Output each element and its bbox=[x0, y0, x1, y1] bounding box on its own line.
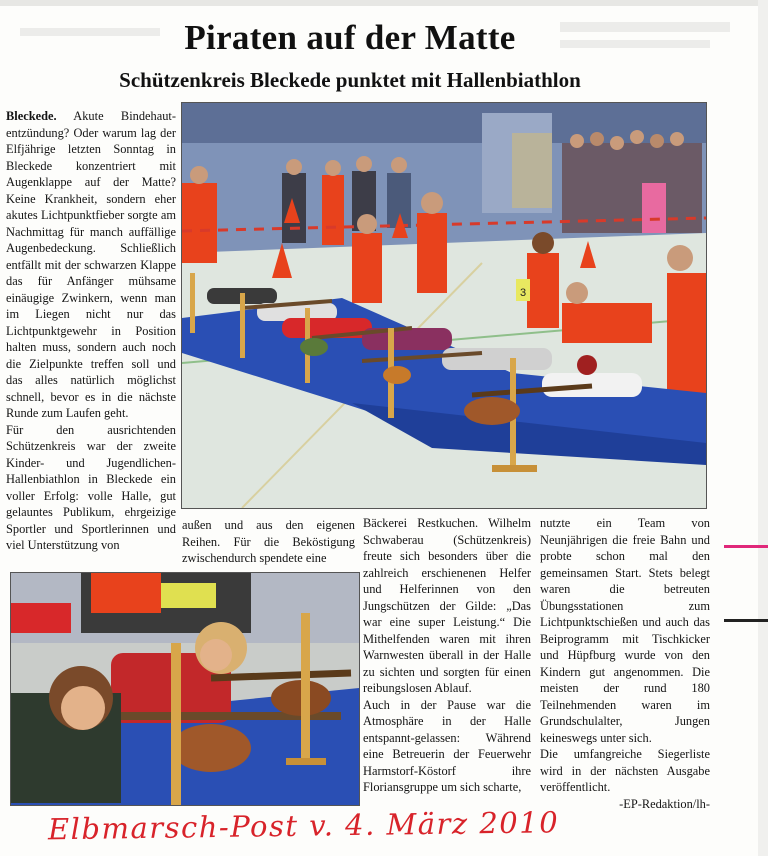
paragraph-text: außen und aus den eigenen Reihen. Für die Beköstigung zwischendurch spendete eine bbox=[182, 518, 355, 565]
paragraph-text: Akute Bindehautentzündung? Oder warum lag der Elfjährige letzten Sonntag in Bleckede konzentriert mit Augenklappe auf der Matte? Keine Krankheit, sondern eher akutes Lichtpunktfieber sorgte am Nachmittag für manch auffällige Augenbedeckung. Schließlich entfällt mit der schwarzen Klappe das für Anfänger mühsame einäugige Zwinkern, wenn man im Liegen nicht nur das Lichtpunktgewehr in Position halten muss, sondern auch noch die Zielpunkte treffen soll und das alles natürlich möglichst schnell, bevor es in die nächste Runde zum Laufen geht. bbox=[6, 109, 176, 420]
text-column-4 bbox=[540, 515, 710, 812]
paragraph-text: nutzte ein Team von Neunjährigen die freie Bahn und probte schon mal den gemeinsamen Start. Stets belegt waren die betreuten Übungsstationen zum Lichtpunktschießen und auch das Beiprogramm mit Tischkicker und Hüpfburg wurde von den Kindern gut angenommen. Die meisten der rund 180 Teilnehmenden waren im Grundschulalter, Jungen keineswegs unter sich. bbox=[540, 516, 710, 745]
scan-edge-top bbox=[0, 0, 768, 6]
margin-marker-pink bbox=[724, 545, 768, 548]
bib-number: 3 bbox=[519, 287, 527, 299]
handwritten-source-note: Elbmarsch-Post v. 4. März 2010 bbox=[47, 805, 560, 847]
article-headline: Piraten auf der Matte bbox=[184, 18, 516, 57]
aiming-children-photo bbox=[11, 573, 359, 805]
margin-marker-black bbox=[724, 619, 768, 622]
article-subheadline: Schützenkreis Bleckede punktet mit Hallenbiathlon bbox=[119, 68, 581, 92]
text-column-1 bbox=[6, 108, 176, 554]
dateline: Bleckede. bbox=[6, 109, 57, 123]
scan-edge-right bbox=[758, 0, 768, 856]
paragraph-text: Für den ausrichtenden Schützenkreis war der zweite Kinder- und Jugendlichen-Hallenbiathlon in Bleckede ein voller Erfolg: volle Halle, gut gelauntes Publikum, ehrgeizige Sportler und Sportlerinnen und viel Unterstützung von bbox=[6, 422, 176, 552]
paragraph-text: Auch in der Pause war die Atmosphäre in der Halle entspannt-gelassen: Während eine Betreuerin der Feuerwehr Harmstorf-Köstorf ihre Floriansgruppe um sich scharte, bbox=[363, 697, 531, 794]
text-column-3 bbox=[363, 515, 531, 796]
main-photo bbox=[181, 102, 707, 509]
text-column-2 bbox=[182, 517, 355, 567]
paragraph-text: Die umfangreiche Siegerliste wird in der nächsten Ausgabe veröffentlicht. bbox=[540, 747, 710, 794]
secondary-photo bbox=[10, 572, 360, 806]
byline: -EP-Redaktion/lh- bbox=[619, 796, 710, 811]
hall-biathlon-photo bbox=[182, 103, 706, 508]
paragraph-intro bbox=[6, 108, 176, 422]
paragraph-text: Bäckerei Restkuchen. Wilhelm Schwaberau (Schützenkreis) freute sich besonders über die zahlreich erschienenen Helfer und Helferinnen von den Jungschützen der Gilde: „Das war eine super Leistung.“ Die Mithelfenden waren mit ihren Warnwesten überall in der Halle zu sichten und sorgten für einen reibungslosen Ablauf. bbox=[363, 516, 531, 695]
